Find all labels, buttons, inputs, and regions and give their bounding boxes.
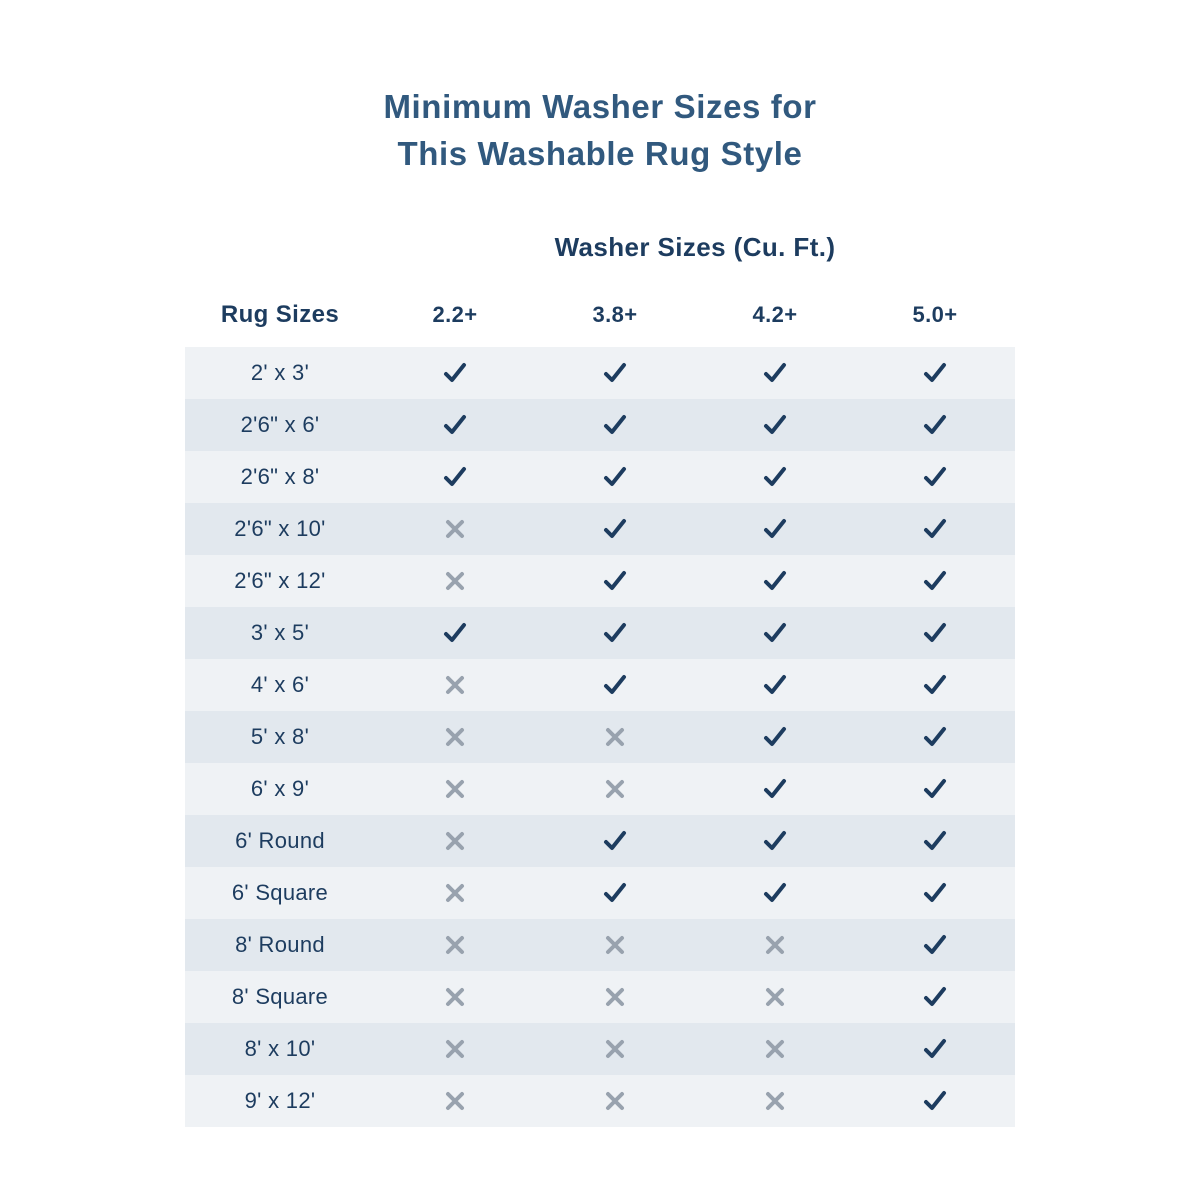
cross-icon [695, 1037, 855, 1061]
rug-size-label: 2' x 3' [250, 360, 310, 385]
table-row [185, 1075, 1015, 1127]
check-icon [855, 360, 1015, 386]
check-icon [855, 880, 1015, 906]
table-row [185, 347, 1015, 399]
cross-icon [375, 985, 535, 1009]
check-icon [695, 776, 855, 802]
rug-size-label: 3' x 5' [250, 620, 310, 645]
rug-size-label: 8' Round [235, 932, 325, 957]
table-row [185, 659, 1015, 711]
check-icon [855, 776, 1015, 802]
table-row [185, 399, 1015, 451]
check-icon [855, 568, 1015, 594]
table-row [185, 815, 1015, 867]
check-icon [855, 724, 1015, 750]
check-icon [695, 828, 855, 854]
check-icon [695, 672, 855, 698]
check-icon [695, 880, 855, 906]
cross-icon [375, 829, 535, 853]
table-row [185, 503, 1015, 555]
check-icon [375, 360, 535, 386]
check-icon [375, 464, 535, 490]
cross-icon [375, 933, 535, 957]
column-header-4-2: 4.2+ [752, 302, 798, 327]
table-row [185, 607, 1015, 659]
check-icon [855, 412, 1015, 438]
check-icon [535, 360, 695, 386]
check-icon [375, 620, 535, 646]
check-icon [855, 828, 1015, 854]
check-icon [535, 516, 695, 542]
table-row [185, 867, 1015, 919]
cross-icon [535, 777, 695, 801]
table-row [185, 919, 1015, 971]
cross-icon [375, 673, 535, 697]
rug-size-label: 2'6" x 10' [234, 516, 326, 541]
check-icon [855, 1088, 1015, 1114]
table-row [185, 711, 1015, 763]
table-row [185, 555, 1015, 607]
cross-icon [535, 1037, 695, 1061]
table-row [185, 971, 1015, 1023]
cross-icon [375, 725, 535, 749]
rug-size-label: 5' x 8' [250, 724, 310, 749]
check-icon [535, 880, 695, 906]
cross-icon [535, 1089, 695, 1113]
cross-icon [535, 933, 695, 957]
rug-size-label: 6' Round [235, 828, 325, 853]
check-icon [535, 568, 695, 594]
table-header-row [185, 293, 1015, 337]
rug-sizes-column-header: Rug Sizes [220, 301, 340, 328]
rug-size-label: 8' x 10' [244, 1036, 316, 1061]
cross-icon [375, 517, 535, 541]
cross-icon [375, 881, 535, 905]
cross-icon [375, 1089, 535, 1113]
rug-size-label: 2'6" x 8' [240, 464, 320, 489]
check-icon [535, 828, 695, 854]
rug-size-label: 2'6" x 6' [240, 412, 320, 437]
cross-icon [535, 985, 695, 1009]
table-row [185, 451, 1015, 503]
check-icon [855, 932, 1015, 958]
cross-icon [535, 725, 695, 749]
rug-size-label: 4' x 6' [250, 672, 310, 697]
check-icon [855, 672, 1015, 698]
page-title [0, 84, 1200, 178]
check-icon [855, 620, 1015, 646]
check-icon [695, 516, 855, 542]
rug-size-label: 6' Square [231, 880, 329, 905]
cross-icon [695, 985, 855, 1009]
check-icon [535, 672, 695, 698]
page-title-line-1: Minimum Washer Sizes for [383, 88, 817, 125]
check-icon [535, 464, 695, 490]
check-icon [855, 464, 1015, 490]
check-icon [695, 412, 855, 438]
check-icon [695, 568, 855, 594]
cross-icon [695, 1089, 855, 1113]
rug-size-label: 2'6" x 12' [234, 568, 326, 593]
check-icon [695, 464, 855, 490]
check-icon [375, 412, 535, 438]
washer-size-table [185, 232, 1015, 1127]
check-icon [855, 984, 1015, 1010]
table-body [185, 347, 1015, 1127]
cross-icon [695, 933, 855, 957]
check-icon [695, 724, 855, 750]
column-header-2-2: 2.2+ [432, 302, 478, 327]
check-icon [535, 620, 695, 646]
check-icon [855, 516, 1015, 542]
rug-size-label: 9' x 12' [244, 1088, 316, 1113]
rug-size-label: 6' x 9' [250, 776, 310, 801]
check-icon [535, 412, 695, 438]
table-row [185, 763, 1015, 815]
rug-size-label: 8' Square [231, 984, 329, 1009]
cross-icon [375, 777, 535, 801]
column-header-5-0: 5.0+ [912, 302, 958, 327]
table-row [185, 1023, 1015, 1075]
check-icon [695, 360, 855, 386]
cross-icon [375, 1037, 535, 1061]
washer-sizes-group-header: Washer Sizes (Cu. Ft.) [554, 232, 836, 262]
cross-icon [375, 569, 535, 593]
check-icon [855, 1036, 1015, 1062]
check-icon [695, 620, 855, 646]
page-title-line-2: This Washable Rug Style [397, 134, 803, 172]
column-header-3-8: 3.8+ [592, 302, 638, 327]
